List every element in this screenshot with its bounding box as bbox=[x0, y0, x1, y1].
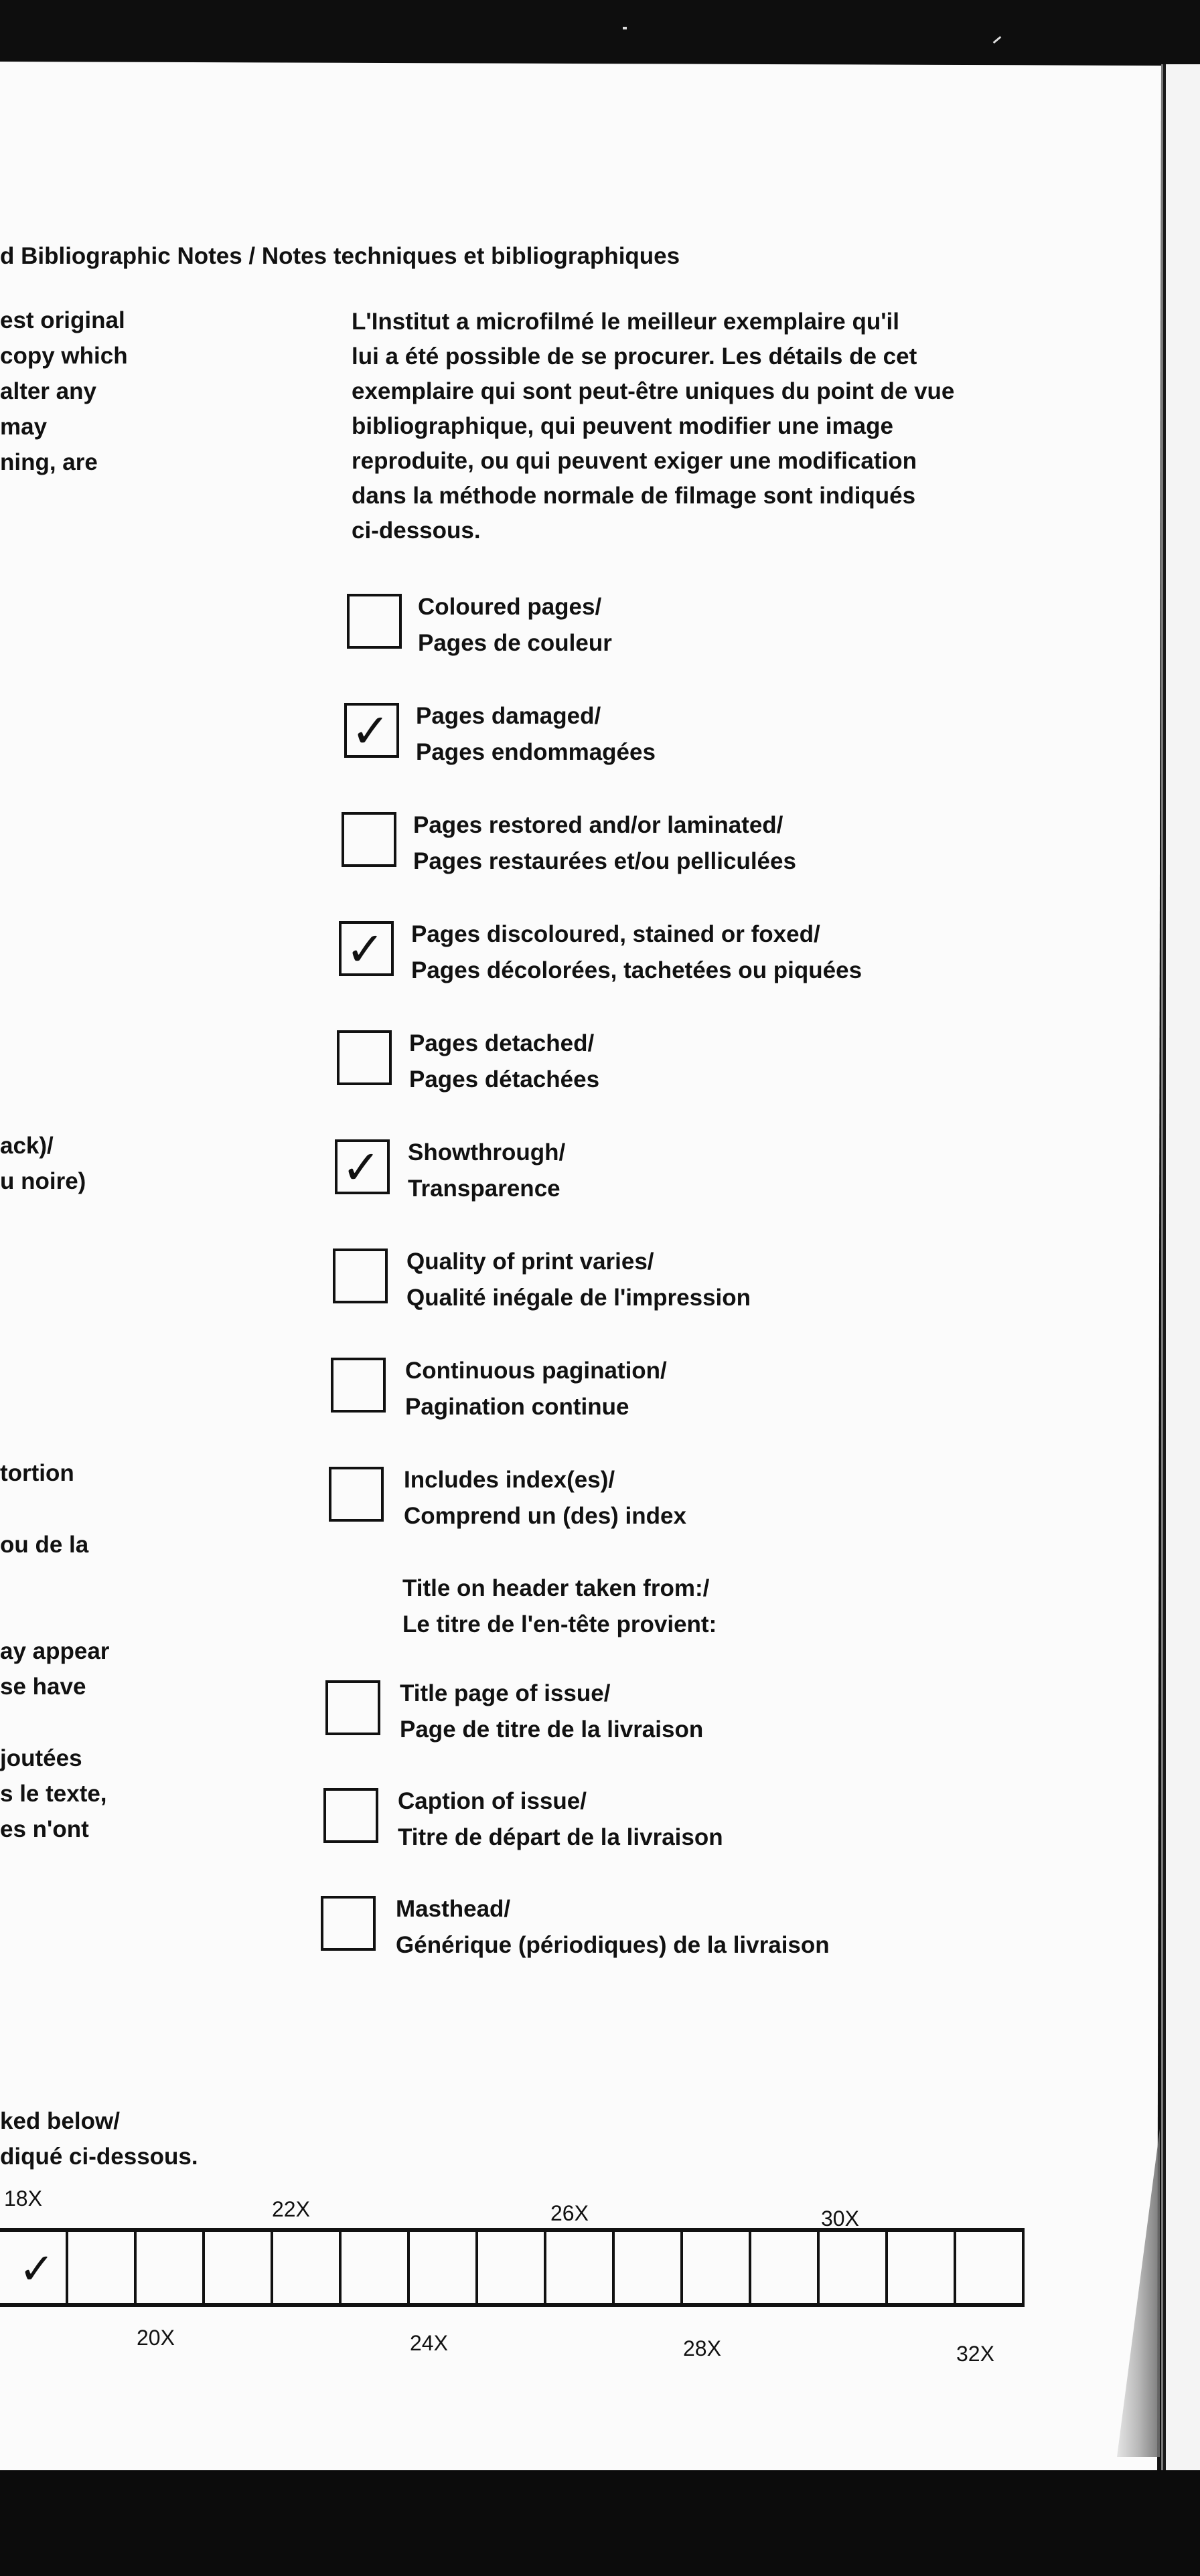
scan-bottom-border bbox=[0, 2470, 1200, 2576]
label-fr: Titre de départ de la livraison bbox=[398, 1824, 723, 1850]
statement-line: reproduite, ou qui peuvent exiger une modification bbox=[352, 448, 917, 474]
statement-line: L'Institut a microfilmé le meilleur exemplaire qu'il bbox=[352, 309, 899, 335]
label-fr: Pages de couleur bbox=[418, 630, 612, 656]
scale-cell[interactable] bbox=[751, 2232, 820, 2303]
label-fr: Pages décolorées, tachetées ou piquées bbox=[411, 957, 862, 983]
left-text-line: tortion bbox=[0, 1460, 74, 1486]
statement-line: dans la méthode normale de filmage sont indiqués bbox=[352, 483, 916, 509]
left-text-line: ked below/ bbox=[0, 2108, 120, 2134]
scale-cell[interactable] bbox=[478, 2232, 546, 2303]
checkbox[interactable] bbox=[335, 1139, 390, 1194]
checkbox[interactable] bbox=[323, 1788, 378, 1843]
label-fr: Comprend un (des) index bbox=[404, 1503, 686, 1529]
check-mark-icon: ✓ bbox=[346, 922, 385, 977]
scale-label-bottom: 28X bbox=[683, 2336, 721, 2360]
label-fr: Qualité inégale de l'impression bbox=[406, 1285, 751, 1311]
check-mark-icon: ✓ bbox=[342, 1140, 381, 1195]
scale-label-bottom: 20X bbox=[137, 2326, 175, 2350]
scale-cell[interactable] bbox=[683, 2232, 751, 2303]
checkbox[interactable] bbox=[337, 1030, 392, 1085]
left-text-line: ay appear bbox=[0, 1638, 110, 1664]
adjacent-page-sliver bbox=[1163, 64, 1200, 2474]
scale-label-top: 26X bbox=[550, 2201, 589, 2225]
scale-label-top: 18X bbox=[4, 2186, 42, 2210]
statement-line: ci-dessous. bbox=[352, 517, 481, 544]
checklist-label bbox=[411, 916, 862, 989]
label-en: Quality of print varies/ bbox=[406, 1249, 654, 1275]
check-mark-icon: ✓ bbox=[19, 2245, 55, 2293]
section-heading: d Bibliographic Notes / Notes techniques et bibliographiques bbox=[0, 243, 680, 269]
label-fr: Pages endommagées bbox=[416, 739, 656, 765]
label-en: Title page of issue/ bbox=[400, 1680, 611, 1706]
reduction-scale bbox=[0, 2228, 1019, 2335]
label-en: Showthrough/ bbox=[408, 1139, 566, 1165]
checkbox[interactable] bbox=[347, 594, 402, 649]
checklist-label bbox=[406, 1244, 751, 1316]
label-fr: Transparence bbox=[408, 1176, 560, 1202]
label-en: Pages detached/ bbox=[409, 1030, 595, 1056]
scale-cell[interactable] bbox=[888, 2232, 956, 2303]
label-en: Caption of issue/ bbox=[398, 1788, 587, 1814]
left-text-line: copy which bbox=[0, 343, 128, 369]
label-en: Pages restored and/or laminated/ bbox=[413, 812, 783, 838]
scale-cell[interactable] bbox=[956, 2232, 1025, 2303]
label-fr: Le titre de l'en-tête provient: bbox=[402, 1611, 717, 1637]
scale-cell[interactable] bbox=[137, 2232, 205, 2303]
left-text-line: es n'ont bbox=[0, 1816, 89, 1842]
scan-speck bbox=[623, 27, 627, 29]
checklist-label bbox=[398, 1783, 723, 1856]
checkbox[interactable] bbox=[331, 1358, 386, 1413]
checklist-label bbox=[418, 589, 612, 661]
left-text-line: est original bbox=[0, 307, 125, 333]
check-mark-icon: ✓ bbox=[351, 704, 390, 758]
left-text-line: u noire) bbox=[0, 1168, 86, 1194]
checklist-label bbox=[404, 1462, 686, 1534]
label-en: Includes index(es)/ bbox=[404, 1467, 615, 1493]
left-text-line: diqué ci-dessous. bbox=[0, 2144, 198, 2170]
label-fr: Pages restaurées et/ou pelliculées bbox=[413, 848, 796, 874]
left-text-line: may bbox=[0, 414, 48, 440]
checklist-label bbox=[409, 1026, 599, 1098]
checklist-label bbox=[416, 698, 656, 771]
scale-label-bottom: 24X bbox=[410, 2331, 448, 2355]
statement-line: exemplaire qui sont peut-être uniques du point de vue bbox=[352, 378, 955, 404]
label-en: Pages discoloured, stained or foxed/ bbox=[411, 921, 820, 947]
checkbox[interactable] bbox=[325, 1680, 380, 1735]
scale-cells bbox=[0, 2228, 1025, 2307]
statement-line: lui a été possible de se procurer. Les détails de cet bbox=[352, 343, 917, 370]
label-fr: Générique (périodiques) de la livraison bbox=[396, 1932, 830, 1958]
header-source-note bbox=[402, 1571, 717, 1643]
label-en: Title on header taken from:/ bbox=[402, 1575, 710, 1601]
scale-cell[interactable] bbox=[615, 2232, 683, 2303]
scale-label-top: 30X bbox=[821, 2206, 859, 2231]
left-text-line: alter any bbox=[0, 378, 96, 404]
checklist-label bbox=[413, 807, 796, 880]
left-text-line: ou de la bbox=[0, 1532, 89, 1558]
scale-cell[interactable] bbox=[0, 2232, 68, 2303]
statement-line: bibliographique, qui peuvent modifier une image bbox=[352, 413, 893, 439]
institute-statement bbox=[352, 305, 1035, 548]
left-text-line: se have bbox=[0, 1674, 86, 1700]
left-text-line: ning, are bbox=[0, 449, 98, 475]
left-text-line: joutées bbox=[0, 1745, 82, 1771]
scale-cell[interactable] bbox=[820, 2232, 888, 2303]
checklist-label bbox=[408, 1135, 565, 1207]
label-fr: Pages détachées bbox=[409, 1066, 600, 1093]
checkbox[interactable] bbox=[333, 1249, 388, 1303]
scan-top-border bbox=[0, 0, 1200, 67]
scale-cell[interactable] bbox=[68, 2232, 137, 2303]
checkbox[interactable] bbox=[344, 703, 399, 758]
scale-label-top: 22X bbox=[272, 2197, 310, 2221]
checkbox[interactable] bbox=[329, 1467, 384, 1522]
checklist-label bbox=[396, 1891, 830, 1963]
scale-cell[interactable] bbox=[410, 2232, 478, 2303]
checkbox[interactable] bbox=[339, 921, 394, 976]
label-fr: Page de titre de la livraison bbox=[400, 1716, 704, 1743]
label-fr: Pagination continue bbox=[405, 1394, 629, 1420]
scale-cell[interactable] bbox=[546, 2232, 615, 2303]
scale-label-bottom: 32X bbox=[956, 2342, 994, 2366]
label-en: Continuous pagination/ bbox=[405, 1358, 667, 1384]
left-text-line: ack)/ bbox=[0, 1133, 54, 1159]
scale-cell[interactable] bbox=[342, 2232, 410, 2303]
checklist-label bbox=[400, 1676, 703, 1748]
scale-cell[interactable] bbox=[205, 2232, 273, 2303]
checklist-label bbox=[405, 1353, 667, 1425]
left-text-line: s le texte, bbox=[0, 1781, 107, 1807]
label-en: Masthead/ bbox=[396, 1896, 511, 1922]
label-en: Pages damaged/ bbox=[416, 703, 601, 729]
scale-cell[interactable] bbox=[273, 2232, 342, 2303]
label-en: Coloured pages/ bbox=[418, 594, 602, 620]
checkbox[interactable] bbox=[342, 812, 396, 867]
checkbox[interactable] bbox=[321, 1896, 376, 1951]
